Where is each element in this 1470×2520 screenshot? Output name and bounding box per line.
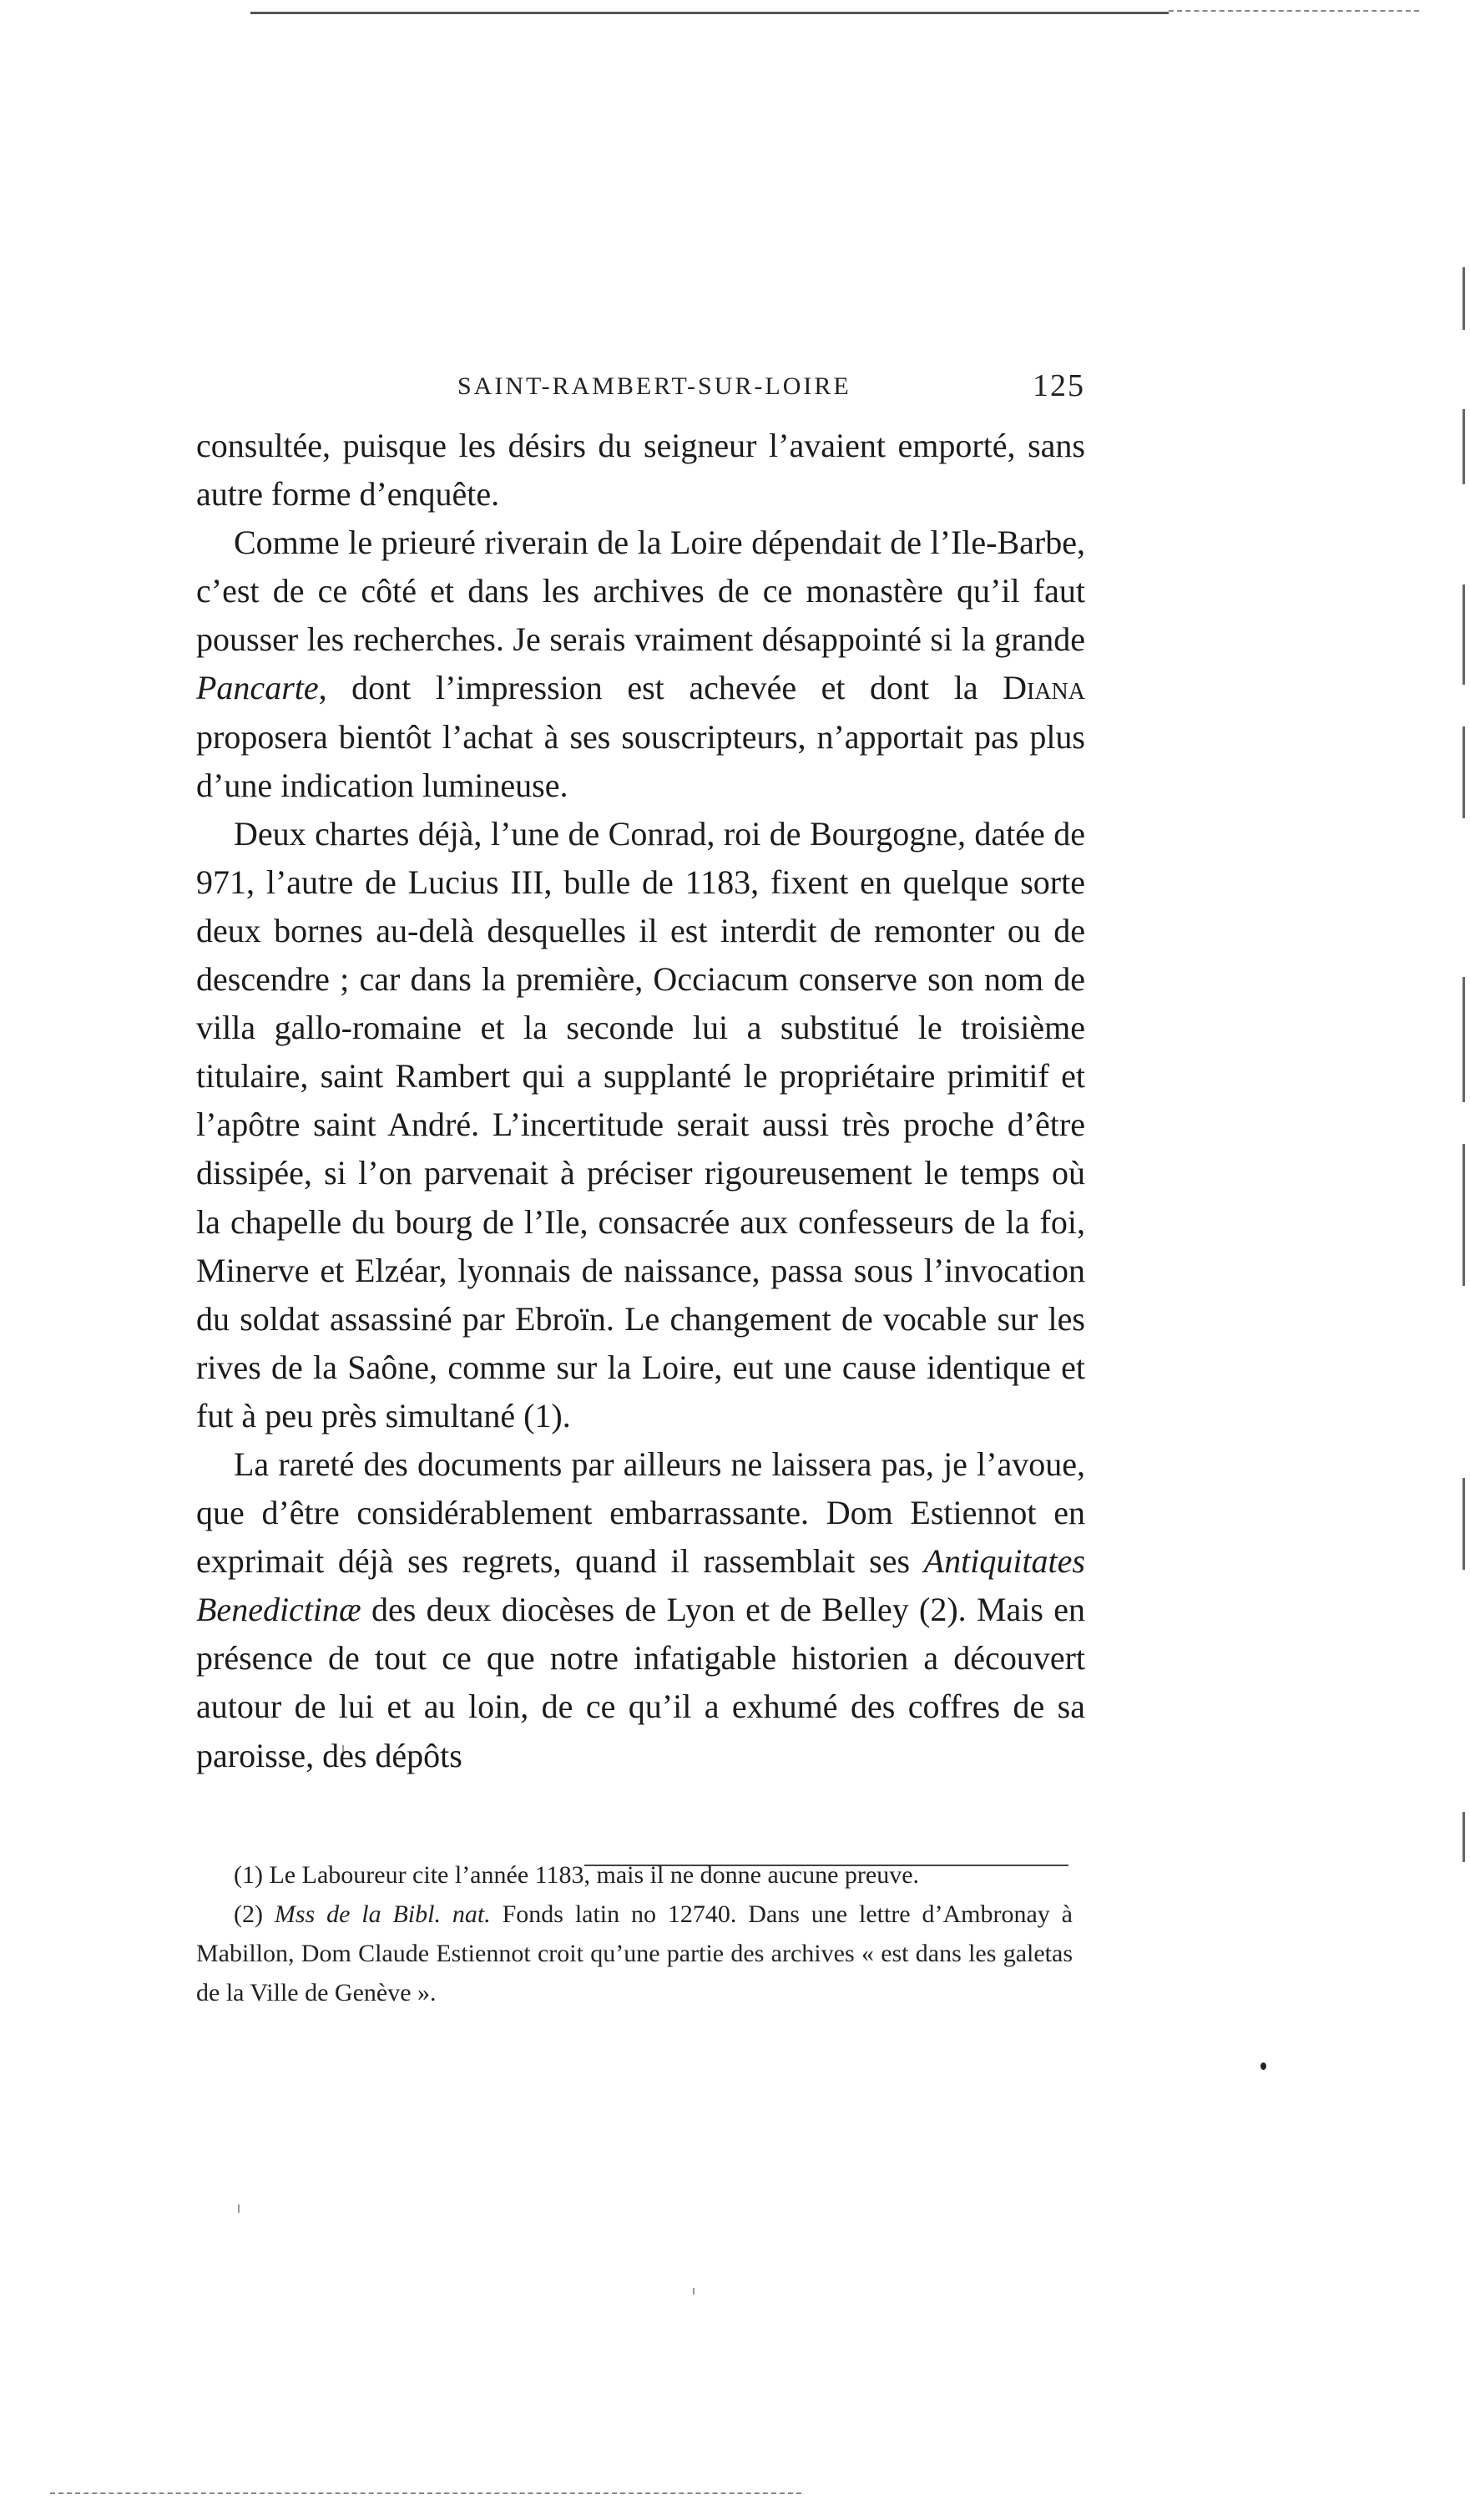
paragraph-2-part1: Comme le prieuré riverain de la Loire dépendait de l’Ile-Barbe, c’est de ce côté et dans les archives de ce monastère qu’il faut pousser les recherches. Je serais vraiment désappointé si la grande [196, 524, 1085, 659]
scan-side-mark [1462, 584, 1465, 685]
scan-side-mark [1462, 726, 1465, 818]
scan-side-mark [1462, 1144, 1465, 1286]
paragraph-1 [196, 422, 1085, 519]
scan-side-mark [1462, 1812, 1465, 1862]
scan-speck [238, 2204, 240, 2213]
scan-ink-dot [1260, 2062, 1266, 2070]
pancarte-title: Pancarte [196, 669, 319, 707]
paragraph-3-text: Deux chartes déjà, l’une de Conrad, roi de Bourgogne, datée de 971, l’autre de Lucius III, bulle de 1183, fixent en quelque sorte deux bornes au-delà desquelles il est interdit de remonter ou de descendre ; car dans la première, Occiacum conserve son nom de villa gallo-romaine et la seconde lui a substitué le troisième titulaire, saint Rambert qui a supplanté le propriétaire primitif et l’apôtre saint André. L’incertitude serait aussi très proche d’être dissipée, si l’on parvenait à préciser rigoureusement le temps où la chapelle du bourg de l’Ile, consacrée aux confesseurs de la foi, Minerve et Elzéar, lyonnais de naissance, passa sous l’invocation du soldat assassiné par Ebroïn. Le changement de vocable sur les rives de la Saône, comme sur la Loire, eut une cause identique et fut à peu près simultané (1). [196, 814, 1085, 1435]
paragraph-4 [196, 1440, 1085, 1780]
scan-side-mark [1462, 409, 1465, 484]
paragraph-4-part2: des deux diocèses de Lyon et de Belley (2). Mais en présence de tout ce que notre infatigable historien a découvert autour de lui et au loin, de ce qu’il a exhumé des coffres de sa paroisse, des dépôts [196, 1591, 1085, 1774]
diana-name: Diana [1003, 669, 1085, 707]
scan-speck [693, 2288, 695, 2295]
paragraph-1-text: consultée, puisque les désirs du seigneur l’avaient emporté, sans autre forme d’enquête. [196, 427, 1085, 514]
scan-side-mark [1462, 977, 1465, 1102]
running-title: SAINT-RAMBERT-SUR-LOIRE [457, 372, 851, 400]
paragraph-3 [196, 810, 1085, 1440]
scan-top-edge-rule [250, 12, 1169, 14]
footnote-2 [196, 1895, 1073, 2012]
body-text [196, 422, 1085, 1780]
page-number: 125 [1033, 368, 1085, 403]
footnote-2-text: Fonds latin no 12740. Dans une lettre d’Ambronay à Mabillon, Dom Claude Estiennot croit qu’une partie des archives « est dans les galetas de la Ville de Genève ». [196, 1900, 1073, 2006]
paragraph-2-part3: proposera bientôt l’achat à ses souscripteurs, n’apportait pas plus d’une indication lumineuse. [196, 717, 1085, 804]
scan-side-mark [1462, 1478, 1465, 1570]
footnotes [196, 1855, 1073, 2012]
paragraph-2-part2: , dont l’impression est achevée et dont la [318, 669, 1003, 707]
footnote-2-marker: (2) [234, 1900, 275, 1928]
antiquitates-title: Antiquitates Benedictinæ [196, 1542, 1085, 1629]
scan-bottom-edge-dashes [50, 2492, 801, 2494]
running-head [196, 367, 1085, 409]
footnote-2-source: Mss de la Bibl. nat. [274, 1900, 491, 1928]
scan-top-edge-dashes [1169, 10, 1419, 12]
paragraph-4-part1: La rareté des documents par ailleurs ne laissera pas, je l’avoue, que d’être considérablement embarrassante. Dom Estiennot en exprimait déjà ses regrets, quand il rassemblait ses [196, 1445, 1085, 1581]
footnote-1 [196, 1855, 1073, 1895]
scan-side-mark [1462, 267, 1465, 330]
footnote-1-text: (1) Le Laboureur cite l’année 1183, mais il ne donne aucune preuve. [234, 1861, 920, 1889]
paragraph-2 [196, 519, 1085, 810]
